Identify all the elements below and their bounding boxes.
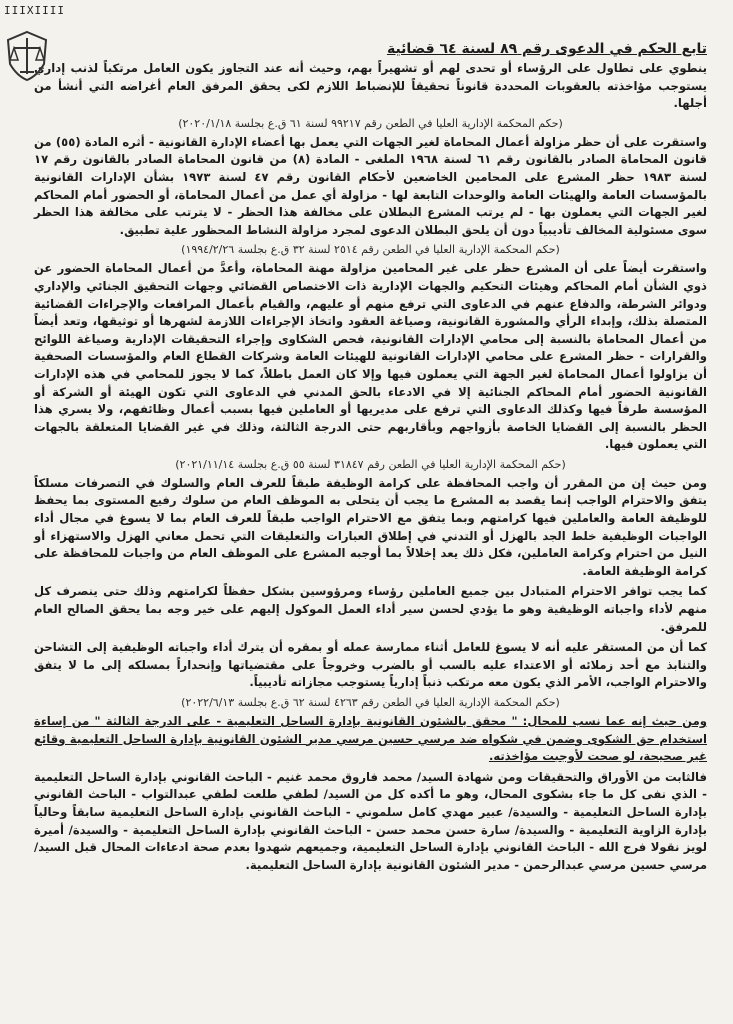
document-heading: تابع الحكم في الدعوى رقم ٨٩ لسنة ٦٤ قضائية (386, 41, 707, 57)
paragraph: كما يجب توافر الاحترام المتبادل بين جميع العاملين رؤساء ومرؤوسين بشكل حفظاً لكرامتهم وذلك حتى ينصرف كل منهم لأداء واجباته الوظيفية وهو ما يؤدي لحسن سير أداء العمل الموكول إليهم على خير وجه بما يحقق الصالح العام للمرفق. (34, 584, 707, 634)
citation: (حكم المحكمة الإدارية العليا في الطعن رقم ٩٩٢١٧ لسنة ٦١ ق.ع بجلسة ٢٠٢٠/١/١٨) (178, 116, 563, 130)
citation: (حكم المحكمة الإدارية العليا في الطعن رقم ٢٥١٤ لسنة ٣٢ ق.ع بجلسة ١٩٩٤/٢/٢٦) (181, 243, 560, 257)
citation: (حكم المحكمة الإدارية العليا في الطعن رقم ٤٢٦٣ لسنة ٦٢ ق.ع بجلسة ٢٠٢٢/٦/١٣) (181, 696, 560, 709)
paragraph: كما أن من المستقر عليه أنه لا يسوغ للعامل أثناء ممارسة عمله أو بمقره أن يترك أداء واجباته الوظيفية إلى التشاحن والتنابذ مع أحد زملائه أو الاعتداء عليه بالسب أو بالضرب وخروجاً على مقتضياتها وإنحداراً بمسلكه إلى ما لا يتفق والاحترام الواجب، الأمر الذي يكون معه مرتكب ذنباً إدارياً يستوجب مجازاته تأديبياً. (34, 640, 707, 690)
paragraph: ومن حيث إن من المقرر أن واجب المحافظة على كرامة الوظيفة طبقاً للعرف العام والسلوك في التصرفات مسلكاً يتفق والاحترام الواجب إنما يقصد به المشرع ما يجب أن يتحلى به الموظف العام من سلوك رفيع المستوى بما يحفظ للوظيفة العامة والعاملين فيها كرامتهم وبما يتفق مع الاحترام الواجب طبقاً للعرف العام بما لا يسوغ في مجال أداء الواجبات الوظيفية خلط الجد بالهزل أو التدني في إطلاق العبارات والتعليقات التي تحمل معاني الهزل والاستهزاء أو النيل من احترام وكرامة العاملين، فكل ذلك يعد إخلالاً بما أوجبه المشرع على الموظف العام من واجبات للمحافظة على كرامة الوظيفة العامة. (34, 475, 707, 578)
paragraph: ينطوي على تطاول على الرؤساء أو تحدى لهم أو تشهيراً بهم، وحيث أنه عند التجاوز يكون العامل مرتكباً لذنب إداري يستوجب مؤاخذته بالعقوبات المحددة قانوناً تحقيقاً للإنضباط اللازم لكى يحقق المرفق العام أغراضه التي أنشأ من أجلها. (34, 61, 707, 111)
paragraph: ومن حيث إنه عما نسب للمحال: " محقق بالشئون القانونية بإدارة الساحل التعليمية - على الدرجة الثالثة " من إساءة استخدام حق الشكوى وضمن في شكواه ضد مرسي حسين مرسي مدير الشئون القانونية بإدارة الساحل التعليمية وقائع غير صحيحة، لو صحت لأوجبت مؤاخذته. (34, 714, 707, 764)
header-marks: IIIXIIII (4, 4, 65, 17)
paragraph: فالثابت من الأوراق والتحقيقات ومن شهادة السيد/ محمد فاروق محمد غنيم - الباحث القانوني بإدارة الساحل التعليمية - الذي نفى كل ما جاء بشكوى المحال، وهو ما أكده كل من السيد/ لطفي طلعت لطفي عبدالتواب - الباحث القانوني بإدارة الساحل التعليمية - والسيدة/ عبير مهدي كامل سلموني - الباحث القانوني بإدارة الساحل التعليمية سابقاً وحالياً بإدارة الزاوية التعليمية - والسيدة/ سارة حسن محمد حسن - الباحث القانوني بإدارة الساحل التعليمية - والسيدة/ أميرة لويز نقولا فرج الله - الباحث القانوني بإدارة الساحل التعليمية، وجميعهم شهدوا بعدم صحة ادعاءات المحال قبل السيد/ مرسي حسين مرسي عبدالرحمن - مدير الشئون القانونية بإدارة الساحل التعليمية. (34, 769, 707, 872)
court-emblem-icon (4, 30, 50, 82)
paragraph: واستقرت على أن حظر مزاولة أعمال المحاماة لغير الجهات التي يعمل بها أعضاء الإدارة القانونية - أثره المادة (٥٥) من قانون المحاماة الصادر بالقانون رقم ٦١ لسنة ١٩٦٨ الملغى - المادة (٨) من قانون المحاماة الصادر بالقانون رقم ١٧ لسنة ١٩٨٣ حظر المشرع على المحامين الخاضعين لأحكام القانون رقم ٤٧ لسنة ١٩٧٣ بشأن الإدارات القانونية بالمؤسسات العامة والهيئات العامة والوحدات التابعة لها - مزاولة أي عمل من أعمال المحاماة، أو الحضور أمام المحاكم لغير الجهات التي يعملون بها - لم يرتب المشرع البطلان على مخالفة هذا الحظر - لا يترتب على مخالفة هذا الحظر سوى مسئولية المخالف تأديبياً دون أن يلحق البطلان الدعوى لمجرد مزاولة النشاط المحظور علية تطبيق. (34, 134, 707, 237)
paragraph: واستقرت أيضاً على أن المشرع حظر على غير المحامين مزاولة مهنة المحاماة، وأعدَّ من أعمال المحاماة الحضور عن ذوي الشأن أمام المحاكم وهيئات التحكيم والجهات الإدارية ذات الاختصاص القضائي وجهات التحقيق الجنائي والإداري ودوائر الشرطة، والدفاع عنهم في الدعاوى التي ترفع منهم أو عليهم، والقيام بأعمال المرافعات والإجراءات القضائية المتصلة بذلك، وإبداء الرأي والمشورة القانونية، وصياغة العقود واتخاذ الإجراءات اللازمة لشهرها أو توثيقها، وتعد أيضاً من أعمال المحاماة بالنسبة إلى محامي الإدارات القانونية، فحص الشكاوى وإجراء التحقيقات الإدارية وصياغة اللوائح والقرارات - حظر المشرع على محامي الإدارات القانونية للهيئات العامة وشركات القطاع العام والمؤسسات الصحفية أن يزاولوا أعمال المحاماة لغير الجهة التي يعملون فيها وإلا كان العمل باطلاً، كما لا يجوز للمحامي في هذه الإدارات القانونية الحضور أمام المحاكم الجنائية إلا في الادعاء بالحق المدني في الدعاوى التي تكون الهيئة أو الشركة أو المؤسسة طرفاً فيها وكذلك الدعاوى التي ترفع على مديريها أو العاملين فيها بسبب أعمال وظائفهم، ولا يسري هذا الحظر بالنسبة إلى القضايا الخاصة بأزواجهم وبأقاربهم حتى الدرجة الثالثة، وذلك في غير القضايا المتعلقة بالجهات التي يعملون فيها. (34, 261, 707, 452)
citation: (حكم المحكمة الإدارية العليا في الطعن رقم ٣١٨٤٧ لسنة ٥٥ ق.ع بجلسة ٢٠٢١/١١/١٤) (175, 457, 566, 471)
